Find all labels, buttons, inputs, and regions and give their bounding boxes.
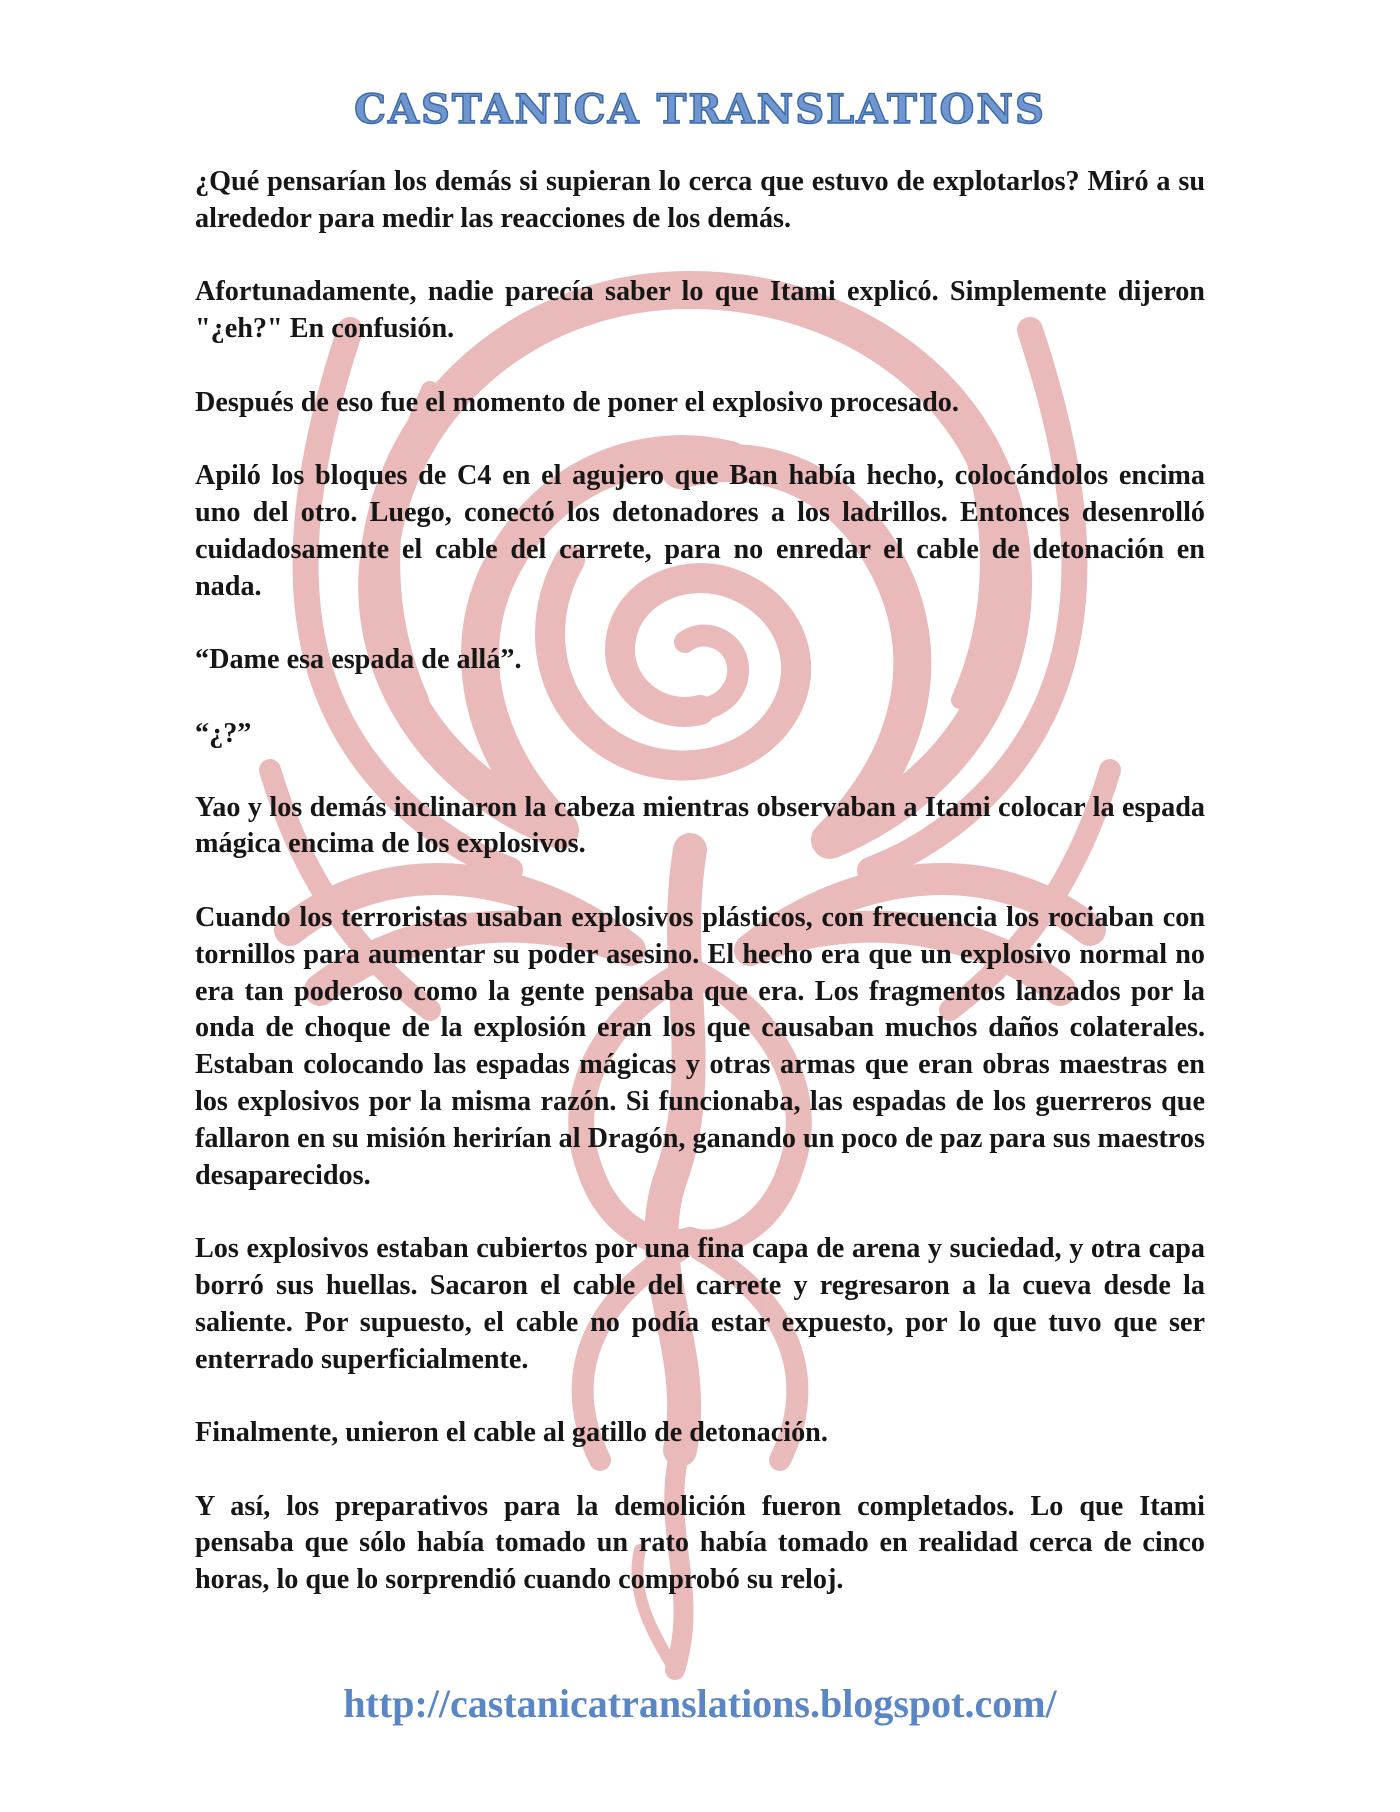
paragraph: Cuando los terroristas usaban explosivos plásticos, con frecuencia los rociaban con tornillos para aumentar su poder asesino. El hecho era que un explosivo normal no era tan poderoso como la gente pensaba que era. Los fragmentos lanzados por la onda de choque de la explosión eran los que causaban muchos daños colaterales. Estaban colocando las espadas mágicas y otras armas que eran obras maestras en los explosivos por la misma razón. Si funcionaba, las espadas de los guerreros que fallaron en su misión herirían al Dragón, ganando un poco de paz para sus maestros desaparecidos. — [195, 901, 1205, 1191]
document-body — [195, 164, 1205, 1636]
paragraph: ¿Qué pensarían los demás si supieran lo cerca que estuvo de explotarlos? Miró a su alrededor para medir las reacciones de los demás. — [195, 166, 1205, 234]
paragraph: Y así, los preparativos para la demolición fueron completados. Lo que Itami pensaba que sólo había tomado un rato había tomado en realidad cerca de cinco horas, lo que lo sorprendió cuando comprobó su reloj. — [195, 1490, 1205, 1596]
paragraph: “Dame esa espada de allá”. — [195, 644, 522, 676]
paragraph: Yao y los demás inclinaron la cabeza mientras observaban a Itami colocar la espada mágica encima de los explosivos. — [195, 791, 1205, 860]
paragraph: Después de eso fue el momento de poner el explosivo procesado. — [195, 386, 959, 418]
paragraph: “¿?” — [195, 717, 252, 749]
paragraph: Finalmente, unieron el cable al gatillo de detonación. — [195, 1417, 828, 1449]
footer-url-link[interactable]: http://castanicatranslations.blogspot.com/ — [343, 1681, 1057, 1726]
paragraph: Los explosivos estaban cubiertos por una fina capa de arena y suciedad, y otra capa borró sus huellas. Sacaron el cable del carrete y regresaron a la cueva desde la saliente. Por supuesto, el cable no podía estar expuesto, por lo que tuvo que ser enterrado superficialmente. — [195, 1233, 1205, 1375]
paragraph: Apiló los bloques de C4 en el agujero que Ban había hecho, colocándolos encima uno del otro. Luego, conectó los detonadores a los ladrillos. Entonces desenrolló cuidadosamente el cable del carrete, para no enredar el cable de detonación en nada. — [195, 460, 1205, 602]
page-header-title: CASTANICA TRANSLATIONS — [354, 86, 1046, 133]
paragraph: Afortunadamente, nadie parecía saber lo que Itami explicó. Simplemente dijeron "¿eh?" En confusión. — [195, 276, 1205, 345]
